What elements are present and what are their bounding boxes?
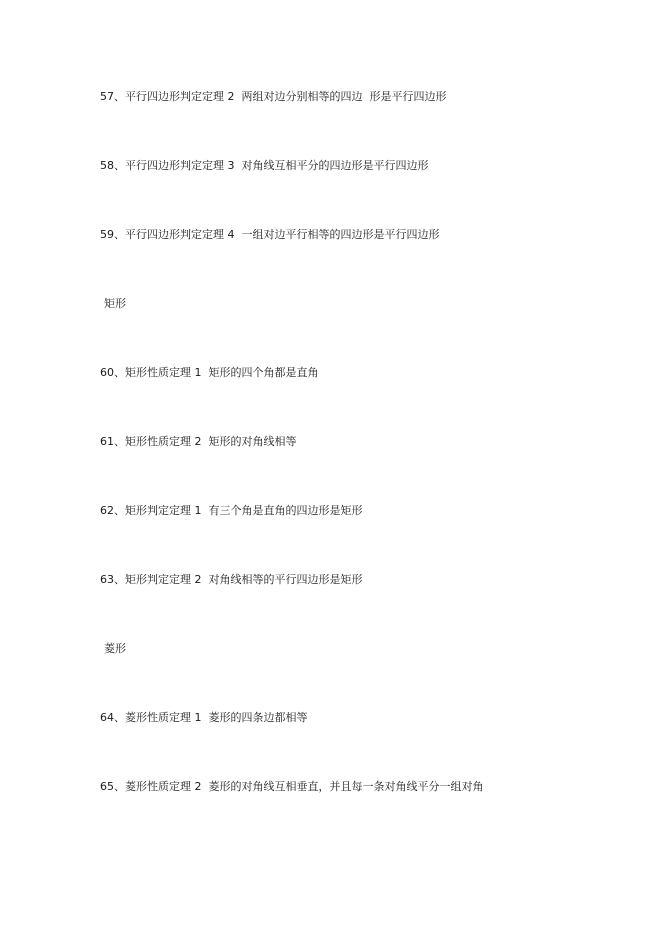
theorem-60: 60、矩形性质定理 1 矩形的四个角都是直角 <box>100 366 319 379</box>
theorem-65: 65、菱形性质定理 2 菱形的对角线互相垂直，并且每一条对角线平分一组对角 <box>100 780 484 793</box>
theorem-59: 59、平行四边形判定定理 4 一组对边平行相等的四边形是平行四边形 <box>100 228 440 241</box>
theorem-64: 64、菱形性质定理 1 菱形的四条边都相等 <box>100 711 308 724</box>
theorem-63: 63、矩形判定定理 2 对角线相等的平行四边形是矩形 <box>100 573 363 586</box>
section-heading-rectangle: 矩形 <box>104 297 126 310</box>
theorem-61: 61、矩形性质定理 2 矩形的对角线相等 <box>100 435 297 448</box>
theorem-58: 58、平行四边形判定定理 3 对角线互相平分的四边形是平行四边形 <box>100 159 429 172</box>
theorem-62: 62、矩形判定定理 1 有三个角是直角的四边形是矩形 <box>100 504 363 517</box>
section-heading-rhombus: 菱形 <box>104 642 126 655</box>
theorem-57: 57、平行四边形判定定理 2 两组对边分别相等的四边 形是平行四边形 <box>100 90 447 103</box>
